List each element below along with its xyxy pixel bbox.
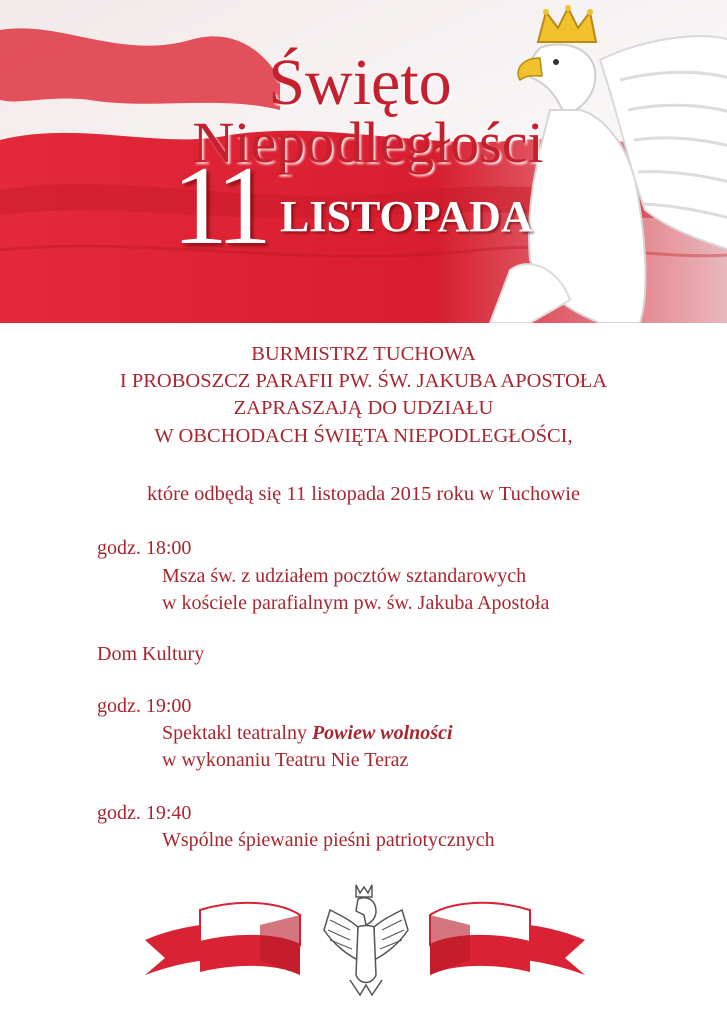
event2-desc1-prefix: Spektakl teatralny bbox=[162, 722, 312, 744]
event2-time: godz. 19:00 bbox=[97, 695, 192, 717]
invitation-line4: W OBCHODACH ŚWIĘTA NIEPODLEGŁOŚCI, bbox=[154, 425, 573, 447]
invitation-line1: BURMISTRZ TUCHOWA bbox=[251, 343, 476, 365]
footer-ornament bbox=[140, 880, 590, 1000]
invitation-line3: ZAPRASZAJĄ DO UDZIAŁU bbox=[233, 397, 494, 419]
event1-desc1: Msza św. z udziałem pocztów sztandarowych bbox=[162, 565, 527, 587]
right-ribbon-icon bbox=[430, 903, 585, 975]
event2-play-title: Powiew wolności bbox=[311, 722, 453, 744]
event2-desc2: w wykonaniu Teatru Nie Teraz bbox=[162, 749, 409, 771]
event2-desc1 bbox=[162, 720, 453, 746]
footer-eagle-icon bbox=[324, 885, 408, 995]
left-ribbon-icon bbox=[145, 903, 300, 975]
invitation-date-line: które odbędą się 11 listopada 2015 roku w Tuchowie bbox=[146, 483, 581, 505]
banner-title-line1: Święto bbox=[268, 46, 452, 119]
event3-time: godz. 19:40 bbox=[97, 802, 192, 824]
invitation-line2: I PROBOSZCZ PARAFII PW. ŚW. JAKUBA APOSTOŁA bbox=[119, 370, 608, 392]
event1-desc2: w kościele parafialnym pw. św. Jakuba Apostoła bbox=[162, 592, 550, 614]
header-banner bbox=[0, 0, 727, 323]
event3-desc1: Wspólne śpiewanie pieśni patriotycznych bbox=[162, 829, 495, 851]
venue-label: Dom Kultury bbox=[97, 643, 205, 665]
banner-title-line2: Niepodległości bbox=[192, 110, 544, 175]
banner-day-number: 11 bbox=[172, 144, 264, 268]
event1-time: godz. 18:00 bbox=[97, 537, 192, 559]
banner-month: LISTOPADA bbox=[280, 192, 533, 241]
